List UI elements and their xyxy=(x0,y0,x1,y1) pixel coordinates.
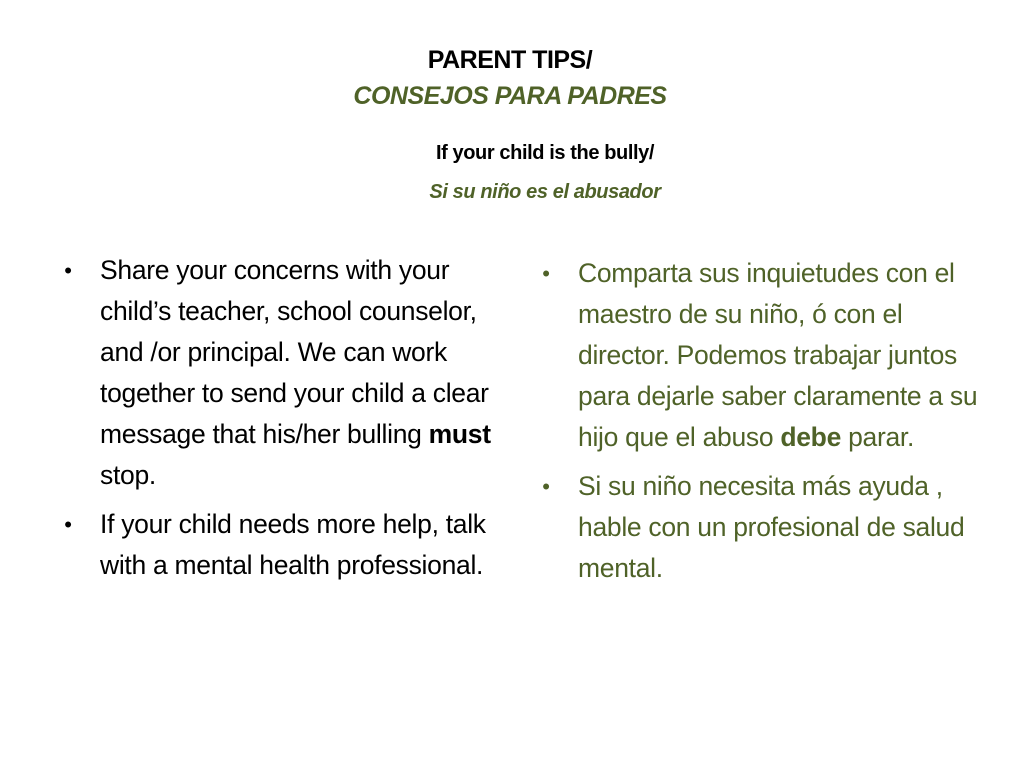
bullet-dot: • xyxy=(64,258,72,283)
bullet-dot: • xyxy=(64,512,72,537)
spanish-bullet-list xyxy=(536,253,986,597)
spanish-bullet-concerns xyxy=(536,253,986,458)
english-bullet-concerns-text: Share your concerns with your child’s teacher, school counselor, and /or principal. We can work together to send your child a clear message that his/her bulling xyxy=(100,255,489,449)
slide-subtitle xyxy=(300,138,790,207)
subtitle-spanish: Si su niño es el abusador xyxy=(429,181,661,203)
spanish-bullet-concerns-end: parar. xyxy=(848,422,915,452)
english-bullet-concerns xyxy=(58,250,506,496)
slide-title xyxy=(0,42,1024,114)
spanish-bullet-concerns-text: Comparta sus inquietudes con el maestro de su niño, ó con el director. Podemos trabajar juntos para dejarle saber claramente a su hijo que el abuso xyxy=(578,258,978,452)
english-bullet-concerns-end: stop. xyxy=(100,460,156,490)
spanish-bullet-help xyxy=(536,466,986,589)
spanish-emphasis-debe: debe xyxy=(780,422,842,452)
english-bullet-help-text: If your child needs more help, talk with a mental health professional. xyxy=(100,509,486,580)
english-bullet-list xyxy=(58,250,506,594)
title-english: PARENT TIPS/ xyxy=(427,46,593,74)
title-spanish: CONSEJOS PARA PADRES xyxy=(353,82,667,110)
bullet-dot: • xyxy=(542,261,550,286)
english-bullet-help xyxy=(58,504,506,586)
spanish-bullet-help-text: Si su niño necesita más ayuda , hable con un profesional de salud mental. xyxy=(578,471,965,583)
bullet-dot: • xyxy=(542,474,550,499)
english-emphasis-must: must xyxy=(428,419,491,449)
subtitle-english: If your child is the bully/ xyxy=(435,142,655,164)
